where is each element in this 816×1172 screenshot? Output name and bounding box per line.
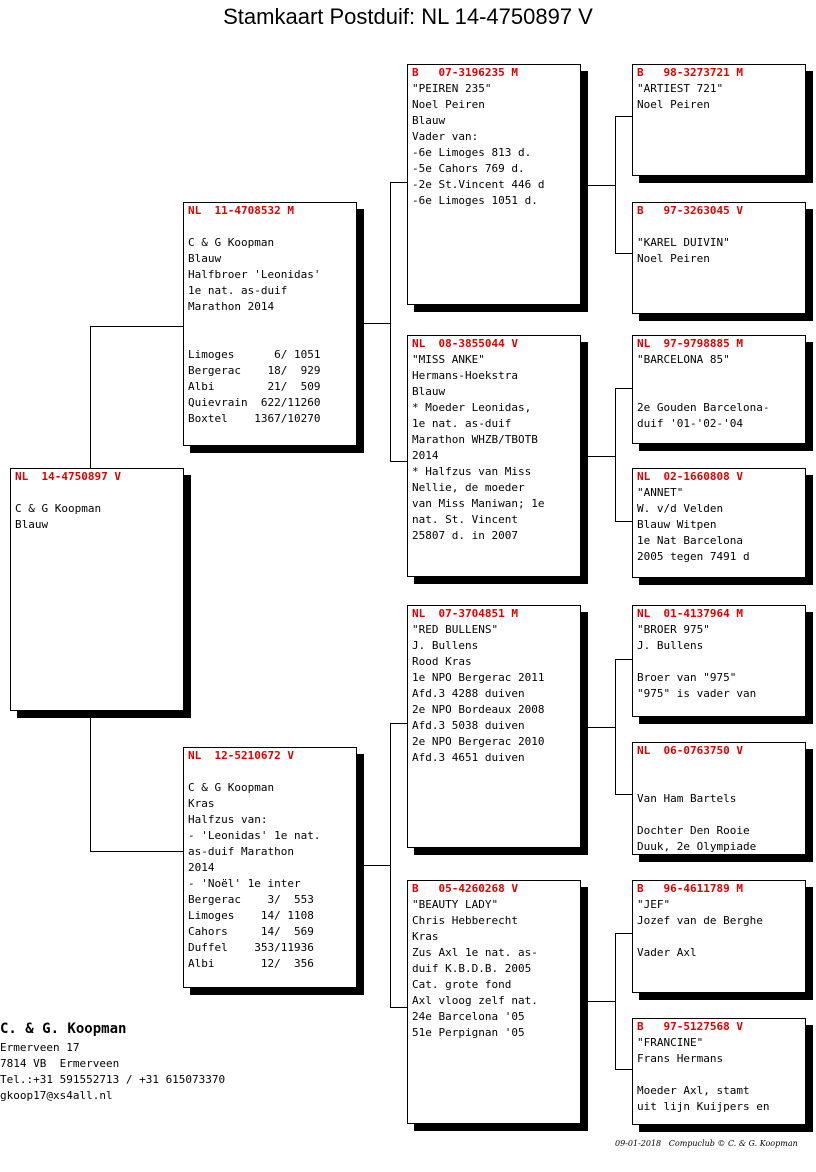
ring-number: NL 97-9798885 M (637, 337, 743, 350)
connector-line (615, 521, 632, 522)
ring-number: NL 01-4137964 M (637, 607, 743, 620)
pigeon-card-subject[interactable] (10, 468, 184, 711)
ring-number: NL 07-3704851 M (412, 607, 518, 620)
pigeon-card-mf-father[interactable] (632, 605, 806, 717)
connector-line (615, 794, 632, 795)
pigeon-details: "BROER 975" J. Bullens Broer van "975" "975" is vader van (637, 623, 757, 700)
connector-line (390, 1007, 407, 1008)
ring-number: NL 12-5210672 V (188, 749, 294, 762)
connector-line (364, 323, 391, 324)
owner-email: gkoop17@xs4all.nl (0, 1089, 113, 1102)
pigeon-details: C & G Koopman Kras Halfzus van: - 'Leonidas' 1e nat. as-duif Marathon 2014 - 'Noël' 1e inter Bergerac 3/ 553 Limoges 14/ 1108 Cahors 14/ 569 Duffel 353/11936 Albi 12/ 356 (188, 781, 321, 970)
connector-line (90, 326, 183, 327)
ring-number: NL 02-1660808 V (637, 470, 743, 483)
pigeon-card-fm-mother[interactable] (632, 468, 806, 578)
footer-credit: 09-01-2018 Compuclub © C. & G. Koopman (615, 1139, 798, 1148)
connector-line (390, 182, 407, 183)
ring-number: B 96-4611789 M (637, 882, 743, 895)
pigeon-card-ff-mother[interactable] (632, 202, 806, 314)
connector-line (364, 865, 391, 866)
pigeon-card-fm-father[interactable] (632, 335, 806, 444)
pigeon-details: Van Ham Bartels Dochter Den Rooie Duuk, 2e Olympiade (637, 792, 757, 853)
pigeon-card-ff-father[interactable] (632, 64, 806, 176)
owner-phone: Tel.:+31 591552713 / +31 615073370 (0, 1073, 226, 1086)
connector-line (588, 185, 616, 186)
connector-line (615, 388, 632, 389)
pigeon-details: "ARTIEST 721" Noel Peiren (637, 82, 724, 111)
ring-number: B 97-5127568 V (637, 1020, 743, 1033)
ring-number: NL 11-4708532 M (188, 204, 294, 217)
connector-line (390, 182, 391, 462)
connector-line (615, 1069, 632, 1070)
ring-number: NL 06-0763750 V (637, 744, 743, 757)
connector-line (588, 727, 616, 728)
pigeon-details: "RED BULLENS" J. Bullens Rood Kras 1e NPO Bergerac 2011 Afd.3 4288 duiven 2e NPO Bordeaux 2008 Afd.3 5038 duiven 2e NPO Bergerac 2010 Afd.3 4651 duiven (412, 623, 545, 764)
ring-number: NL 08-3855044 V (412, 337, 518, 350)
pigeon-details: "BARCELONA 85" 2e Gouden Barcelona- duif '01-'02-'04 (637, 353, 770, 430)
pigeon-card-father-father[interactable] (407, 64, 581, 305)
connector-line (390, 723, 391, 1008)
connector-line (615, 388, 616, 522)
connector-line (615, 933, 616, 1070)
connector-line (90, 851, 183, 852)
connector-line (615, 659, 632, 660)
pigeon-card-mother-mother[interactable] (407, 880, 581, 1124)
pigeon-details: "BEAUTY LADY" Chris Hebberecht Kras Zus Axl 1e nat. as- duif K.B.D.B. 2005 Cat. grote fond Axl vloog zelf nat. 24e Barcelona '05 51e Perpignan '05 (412, 898, 538, 1039)
owner-info (0, 1018, 225, 1104)
owner-name: C. & G. Koopman (0, 1021, 127, 1037)
pigeon-details: "PEIREN 235" Noel Peiren Blauw Vader van: -6e Limoges 813 d. -5e Cahors 769 d. -2e St.Vincent 446 d -6e Limoges 1051 d. (412, 82, 545, 207)
connector-line (588, 456, 616, 457)
page-title: Stamkaart Postduif: NL 14-4750897 V (223, 4, 593, 29)
ring-number: B 97-3263045 V (637, 204, 743, 217)
pigeon-details: "KAREL DUIVIN" Noel Peiren (637, 236, 730, 265)
pigeon-card-mother-father[interactable] (407, 605, 581, 848)
ring-number: NL 14-4750897 V (15, 470, 121, 483)
ring-number: B 05-4260268 V (412, 882, 518, 895)
ring-number: B 07-3196235 M (412, 66, 518, 79)
ring-number: B 98-3273721 M (637, 66, 743, 79)
pigeon-card-father-mother[interactable] (407, 335, 581, 577)
pigeon-details: "JEF" Jozef van de Berghe Vader Axl (637, 898, 763, 959)
pigeon-card-father[interactable] (183, 202, 357, 446)
owner-address-street: Ermerveen 17 (0, 1041, 80, 1054)
pigeon-details: C & G Koopman Blauw Halfbroer 'Leonidas' 1e nat. as-duif Marathon 2014 Limoges 6/ 1051 Bergerac 18/ 929 Albi 21/ 509 Quievrain 622/11260 Boxtel 1367/10270 (188, 236, 321, 425)
owner-address-city: 7814 VB Ermerveen (0, 1057, 120, 1070)
connector-line (615, 659, 616, 795)
connector-line (615, 253, 632, 254)
connector-line (615, 116, 616, 254)
pigeon-card-mm-father[interactable] (632, 880, 806, 993)
pigeon-details: C & G Koopman Blauw (15, 502, 102, 531)
pigeon-details: "FRANCINE" Frans Hermans Moeder Axl, stamt uit lijn Kuijpers en (637, 1036, 770, 1113)
pigeon-card-mm-mother[interactable] (632, 1018, 806, 1125)
connector-line (390, 723, 407, 724)
connector-line (588, 1001, 616, 1002)
pigeon-details: "MISS ANKE" Hermans-Hoekstra Blauw * Moeder Leonidas, 1e nat. as-duif Marathon WHZB/TBOTB 2014 * Halfzus van Miss Nellie, de moeder van Miss Maniwan; 1e nat. St. Vincent 25807 d. in 2007 (412, 353, 545, 542)
connector-line (615, 116, 632, 117)
connector-line (390, 461, 407, 462)
pigeon-card-mf-mother[interactable] (632, 742, 806, 855)
pigeon-card-mother[interactable] (183, 747, 357, 988)
connector-line (615, 933, 632, 934)
pigeon-details: "ANNET" W. v/d Velden Blauw Witpen 1e Nat Barcelona 2005 tegen 7491 d (637, 486, 750, 563)
